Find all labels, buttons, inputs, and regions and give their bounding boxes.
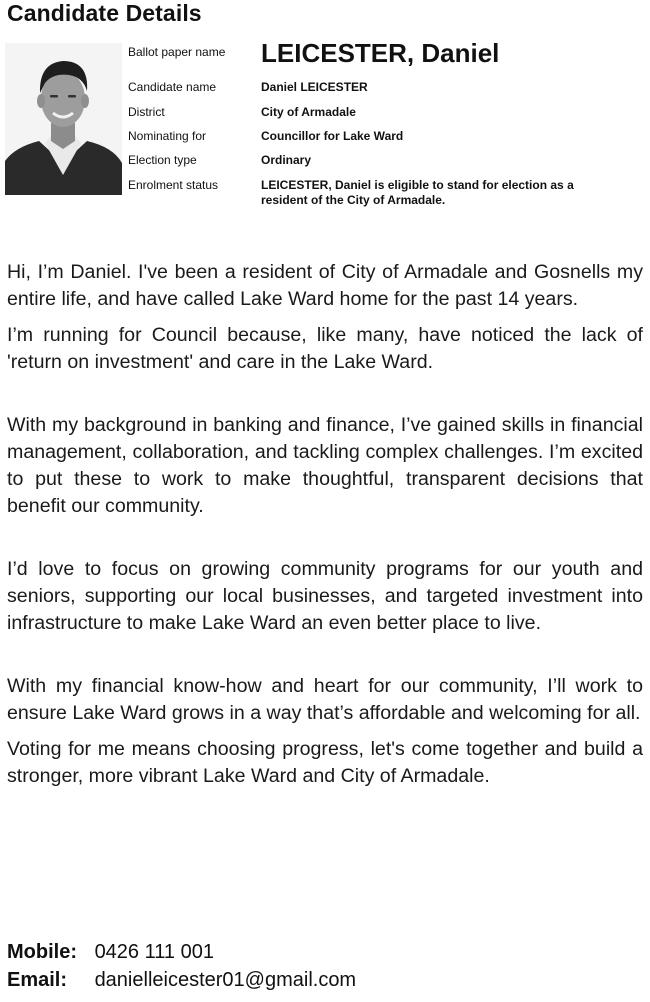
email-value: danielleicester01@gmail.com [94, 969, 357, 991]
nominating-label: Nominating for [128, 129, 207, 143]
email-row [7, 966, 356, 994]
enrolment-value-line1: LEICESTER, Daniel is eligible to stand for election as a [261, 178, 574, 192]
ballot-name-label: Ballot paper name [128, 45, 226, 59]
mobile-value: 0426 111 001 [94, 941, 214, 963]
election-type-label: Election type [128, 153, 197, 167]
enrolment-label: Enrolment status [128, 178, 219, 192]
bio-paragraph-5: With my financial know-how and heart for our community, I’ll work to ensure Lake Ward grows in a way that’s affordable and welcoming for all. [7, 675, 643, 724]
bio-paragraph-3: With my background in banking and finance, I’ve gained skills in financial management, collaboration, and tackling complex challenges. I’m excited to put these to work to make thoughtful, transparent decisions that benefit our community. [7, 414, 643, 517]
email-label: Email: [7, 969, 68, 991]
candidate-statement [7, 259, 643, 790]
district-value: City of Armadale [261, 105, 356, 119]
enrolment-value [261, 178, 574, 208]
bio-paragraph-1: Hi, I’m Daniel. I've been a resident of City of Armadale and Gosnells my entire life, and have called Lake Ward home for the past 14 years. [7, 261, 643, 310]
details-table [128, 36, 638, 210]
election-type-value: Ordinary [261, 153, 312, 167]
ballot-name-row [128, 36, 638, 80]
nominating-row [128, 129, 638, 153]
district-label: District [128, 105, 165, 119]
mobile-row [7, 938, 356, 966]
mobile-label: Mobile: [7, 941, 77, 963]
candidate-name-row [128, 80, 638, 105]
bio-paragraph-6: Voting for me means choosing progress, let's come together and build a stronger, more vibrant Lake Ward and City of Armadale. [7, 738, 643, 787]
candidate-photo [5, 43, 122, 195]
election-type-row [128, 153, 638, 178]
contact-info [7, 938, 356, 994]
ballot-name-value: LEICESTER, Daniel [261, 38, 500, 68]
district-row [128, 105, 638, 129]
bio-paragraph-2: I’m running for Council because, like many, have noticed the lack of 'return on investment' and care in the Lake Ward. [7, 324, 643, 373]
page-title: Candidate Details [7, 0, 202, 26]
enrolment-value-line2: resident of the City of Armadale. [261, 193, 446, 207]
bio-paragraph-4: I’d love to focus on growing community programs for our youth and seniors, supporting our local businesses, and targeted investment into infrastructure to make Lake Ward an even better place to live. [7, 558, 643, 634]
nominating-value: Councillor for Lake Ward [261, 129, 404, 143]
candidate-name-value: Daniel LEICESTER [261, 80, 368, 94]
enrolment-row [128, 178, 638, 210]
candidate-name-label: Candidate name [128, 80, 217, 94]
